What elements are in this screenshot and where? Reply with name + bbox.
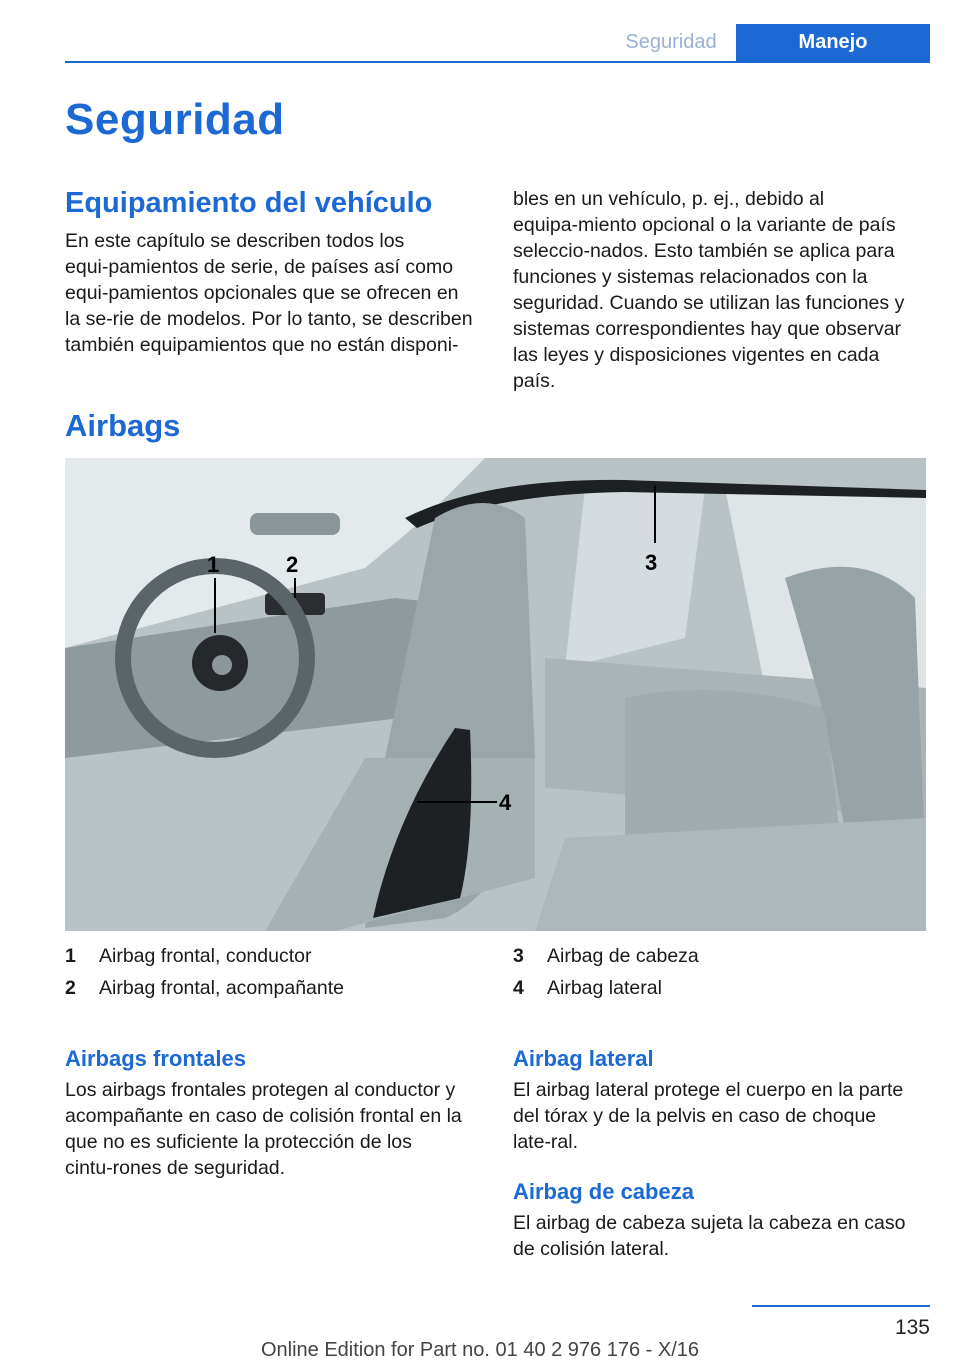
callout-3: 3: [645, 550, 658, 575]
footer-rule: [752, 1305, 930, 1307]
legend-number: 3: [513, 945, 524, 967]
legend-label: Airbag de cabeza: [547, 945, 699, 967]
side-airbag-text: El airbag lateral protege el cuerpo en la parte del tórax y de la pelvis en caso de choque late‑ral.: [513, 1079, 904, 1153]
legend-label: Airbag frontal, conductor: [99, 945, 312, 967]
head-airbag-section: [513, 1178, 925, 1262]
equipment-column-left: [65, 186, 477, 358]
legend-right: [513, 940, 699, 1004]
front-airbags-text: Los airbags frontales protegen al conductor y acompañante en caso de colisión frontal en la que no es suficiente la protección de los cintu‑rones de seguridad.: [65, 1079, 462, 1179]
legend-number: 4: [513, 977, 524, 999]
header-rule: [65, 61, 930, 63]
callout-1: 1: [207, 552, 220, 577]
equipment-text-left: En este capítulo se describen todos los equi‑pamientos de serie, de países así como equi‑pamientos opcionales que se ofrecen en la se‑rie de modelos. Por lo tanto, se describen también equipamientos que no están disponi‑: [65, 230, 473, 356]
side-airbag-section: [513, 1045, 925, 1155]
tab-manejo[interactable]: Manejo: [736, 24, 930, 61]
front-airbags-section: [65, 1045, 477, 1181]
legend-number: 1: [65, 945, 76, 967]
page-title: Seguridad: [65, 95, 285, 144]
front-airbags-heading: Airbags frontales: [65, 1046, 246, 1071]
legend-left: [65, 940, 344, 1004]
airbags-heading: Airbags: [65, 408, 181, 443]
equipment-column-right: [513, 186, 925, 394]
legend-item: [513, 972, 699, 1004]
equipment-heading: Equipamiento del vehículo: [65, 187, 433, 219]
equipment-text-right: bles en un vehículo, p. ej., debido al equipa‑miento opcional o la variante de país seleccio‑nados. Esto también se aplica para funciones y sistemas relacionados con la seguridad. Cuando se utilizan las funciones y sistemas correspondientes hay que observar las leyes y disposiciones vigentes en cada país.: [513, 188, 905, 392]
legend-item: [513, 940, 699, 972]
callout-2: 2: [286, 552, 299, 577]
footer-edition: Online Edition for Part no. 01 40 2 976 176 - X/16: [260, 1339, 700, 1361]
head-airbag-text: El airbag de cabeza sujeta la cabeza en caso de colisión lateral.: [513, 1212, 906, 1260]
legend-label: Airbag frontal, acompañante: [99, 977, 344, 999]
airbags-illustration: [65, 458, 926, 931]
page-header: [0, 24, 960, 62]
head-airbag-heading: Airbag de cabeza: [513, 1179, 694, 1204]
page-number: 135: [894, 1316, 930, 1339]
tab-seguridad[interactable]: Seguridad: [625, 31, 717, 53]
legend-item: [65, 972, 344, 1004]
side-airbag-heading: Airbag lateral: [513, 1046, 654, 1071]
legend-item: [65, 940, 344, 972]
legend-number: 2: [65, 977, 76, 999]
legend-label: Airbag lateral: [547, 977, 662, 999]
callout-4: 4: [499, 790, 512, 815]
